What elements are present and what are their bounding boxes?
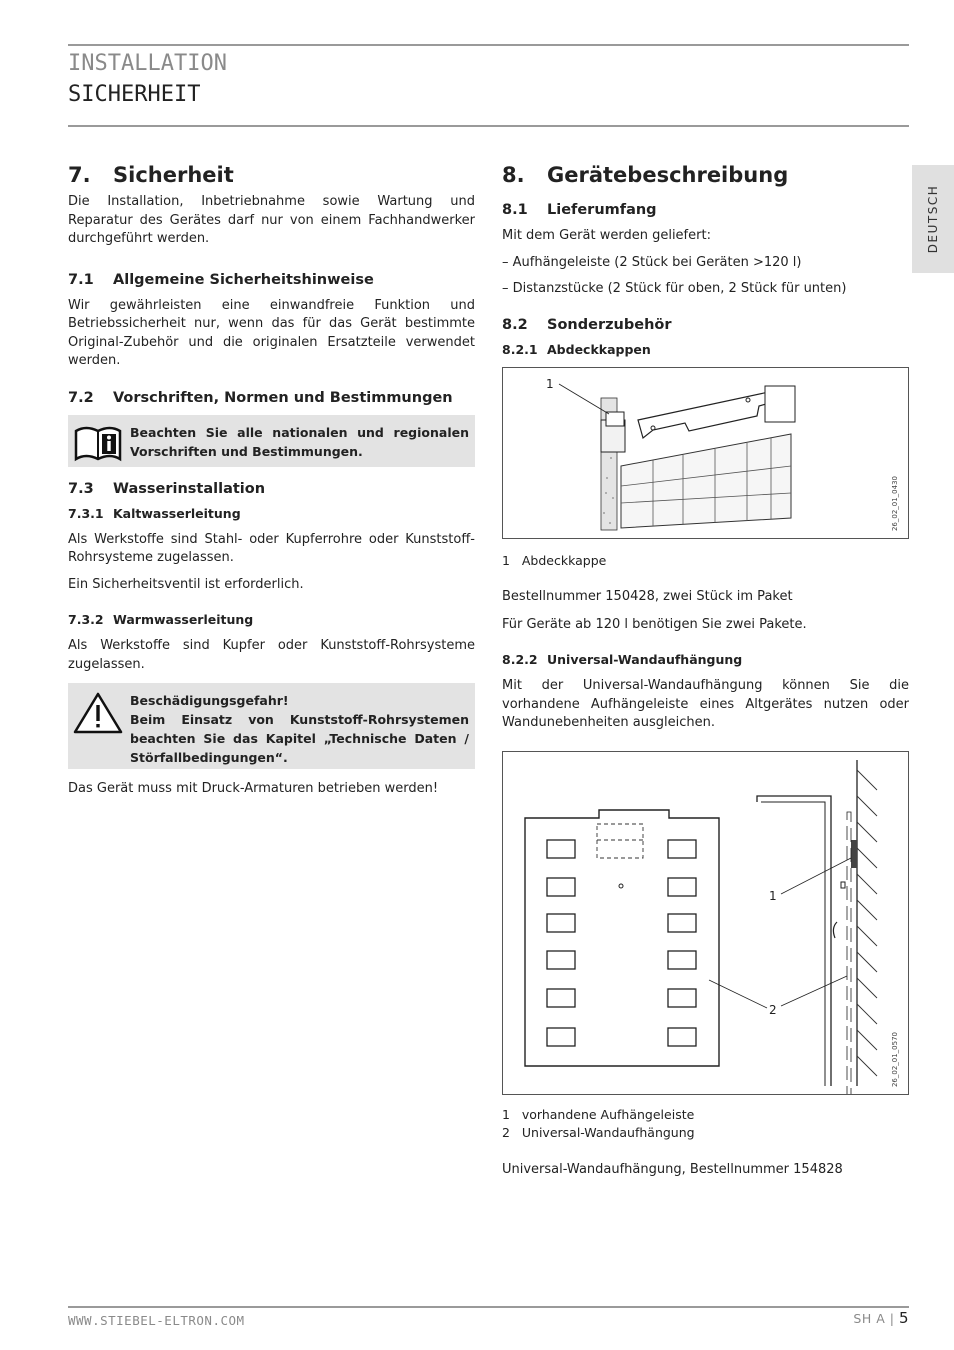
section-7-3-2-after: Das Gerät muss mit Druck-Armaturen betrieben werden! <box>68 781 439 796</box>
figure-1-code: 26_02_01_0430 <box>890 476 899 532</box>
footer-separator: | <box>889 1311 895 1326</box>
section-8-1-intro: Mit dem Gerät werden geliefert: <box>502 228 711 243</box>
footer-doc-code: SH A <box>853 1311 886 1326</box>
section-7-1-heading: 7.1 Allgemeine Sicherheitshinweise <box>68 271 374 288</box>
info-note-text: Beachten Sie alle nationalen und regionalen Vorschriften und Bestimmungen. <box>130 424 469 459</box>
left-column <box>68 160 475 799</box>
section-7-2-heading: 7.2 Vorschriften, Normen und Bestimmungen <box>68 389 453 406</box>
section-8-2-2-text: Mit der Universal-Wandaufhängung können Sie die vorhandene Aufhängeleiste eines Altgerätes nutzen oder Wandunebenheiten ausgleichen. <box>502 678 909 730</box>
figure-2-legend-1: 1 vorhandene Aufhängeleiste <box>502 1106 695 1122</box>
section-7-heading: 7. Sicherheit <box>68 163 234 187</box>
delivery-item-2: – Distanzstücke (2 Stück für oben, 2 Stück für unten) <box>502 281 847 296</box>
header-bottom-rule <box>68 125 909 127</box>
section-7-3-1-text-2: Ein Sicherheitsventil ist erforderlich. <box>68 576 304 592</box>
header-title: INSTALLATION <box>68 51 227 76</box>
figure-2-legend-2: 2 Universal-Wandaufhängung <box>502 1125 695 1140</box>
section-7-3-heading: 7.3 Wasserinstallation <box>68 480 266 497</box>
section-7-3-1-heading: 7.3.1 Kaltwasserleitung <box>68 505 241 521</box>
figure-wandaufhaengung <box>502 751 909 1095</box>
header-subtitle: SICHERHEIT <box>68 82 201 107</box>
section-8-1-heading: 8.1 Lieferumfang <box>502 202 657 218</box>
section-8-2-1-text-2: Für Geräte ab 120 l benötigen Sie zwei Pakete. <box>502 616 807 632</box>
cover-cap-illustration <box>503 368 908 538</box>
figure-2-callout-2: 2 <box>769 1002 777 1017</box>
figure-1-legend-1: 1 Abdeckkappe <box>502 552 607 568</box>
delivery-item-1: – Aufhängeleiste (2 Stück bei Geräten >120 l) <box>502 254 802 270</box>
section-7-text: Die Installation, Inbetriebnahme sowie Wartung und Reparatur des Gerätes darf nur von einem Fachhandwerker durchgeführt werden. <box>68 194 475 246</box>
language-tab-label: DEUTSCH <box>925 184 940 254</box>
section-7-3-2-heading: 7.3.2 Warmwasserleitung <box>68 612 254 627</box>
figure-2-callout-1: 1 <box>769 888 777 903</box>
footer-url: WWW.STIEBEL-ELTRON.COM <box>68 1313 245 1328</box>
warning-box <box>68 683 475 769</box>
section-8-2-1-text-1: Bestellnummer 150428, zwei Stück im Paket <box>502 589 793 604</box>
page-number: 5 <box>898 1309 909 1327</box>
section-8-2-2-after: Universal-Wandaufhängung, Bestellnummer 154828 <box>502 1161 843 1177</box>
figure-abdeckkappen <box>502 367 909 539</box>
footer-page-info <box>853 1309 909 1329</box>
figure-1-callout-1: 1 <box>546 376 554 391</box>
section-7-3-1-text-1: Als Werkstoffe sind Stahl- oder Kupferrohre oder Kunststoff-Rohrsysteme zugelassen. <box>68 531 475 565</box>
warning-triangle-icon <box>72 691 130 742</box>
footer-rule <box>68 1306 909 1308</box>
header-top-rule <box>68 44 909 46</box>
section-8-2-2-heading: 8.2.2 Universal-Wandaufhängung <box>502 652 743 667</box>
right-column <box>502 160 909 1179</box>
info-note-box <box>68 415 475 467</box>
wall-bracket-illustration <box>503 752 908 1094</box>
section-7-3-2-text: Als Werkstoffe sind Kupfer oder Kunststoff-Rohrsysteme zugelassen. <box>68 638 475 672</box>
warning-title: Beschädigungsgefahr! <box>130 693 289 708</box>
section-8-heading: 8. Gerätebeschreibung <box>502 163 789 187</box>
warning-text: Beim Einsatz von Kunststoff-Rohrsystemen beachten Sie das Kapitel „Technische Daten / Störfallbedingungen“. <box>130 712 469 765</box>
section-7-1-text: Wir gewährleisten eine einwandfreie Funktion und Betriebssicherheit nur, wenn das für das Gerät bestimmte Original-Zubehör und die originalen Ersatzteile verwendet werden. <box>68 297 475 368</box>
section-8-2-heading: 8.2 Sonderzubehör <box>502 316 672 333</box>
figure-2-code: 26_02_01_0570 <box>890 1032 899 1088</box>
language-tab <box>912 165 954 273</box>
section-8-2-1-heading: 8.2.1 Abdeckkappen <box>502 341 651 357</box>
manual-info-icon <box>72 423 130 470</box>
